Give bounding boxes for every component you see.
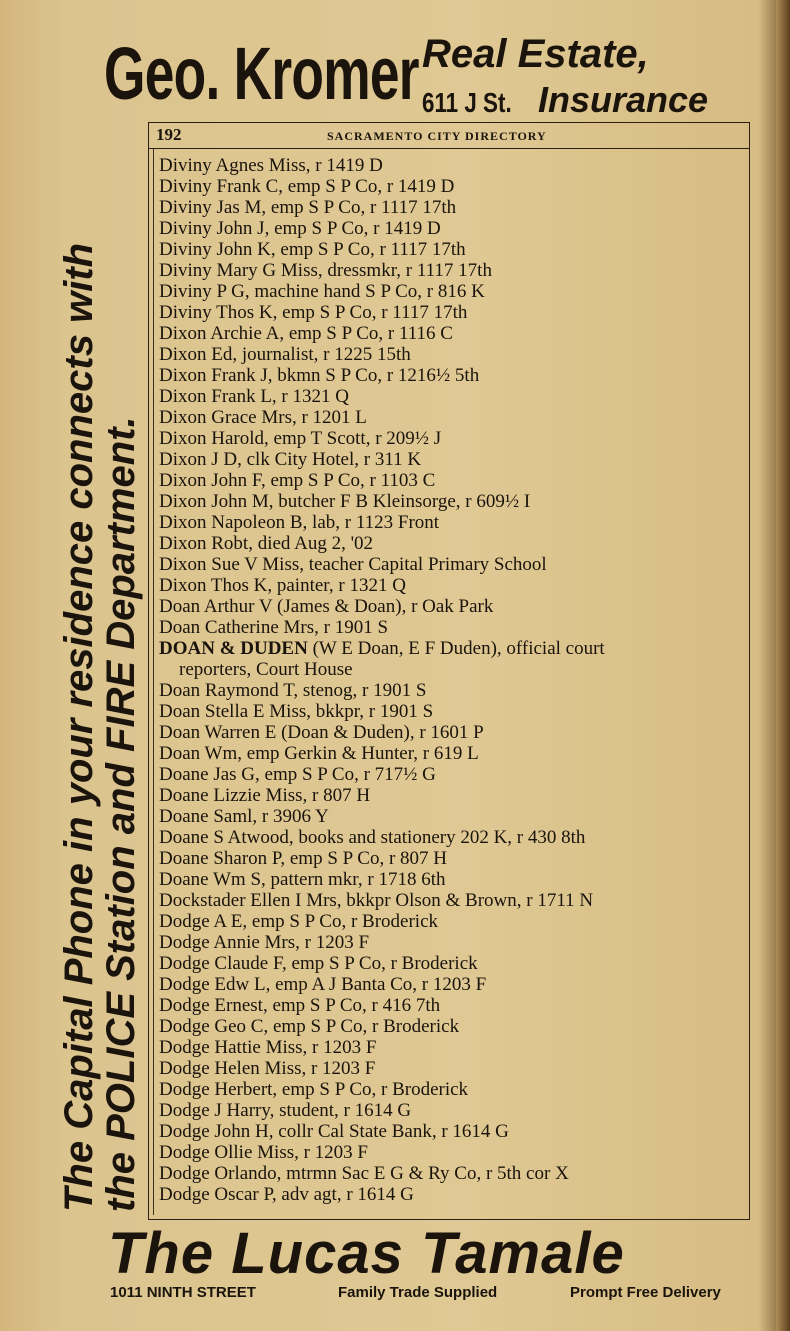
directory-entry: Dixon Frank J, bkmn S P Co, r 1216½ 5th: [159, 365, 480, 386]
directory-entry: Dodge Oscar P, adv agt, r 1614 G: [159, 1184, 414, 1205]
directory-entry: Doan Wm, emp Gerkin & Hunter, r 619 L: [159, 743, 479, 764]
directory-entry: Diviny Mary G Miss, dressmkr, r 1117 17th: [159, 260, 492, 281]
directory-entry: Doan Arthur V (James & Doan), r Oak Park: [159, 596, 494, 617]
bottom-ad-delivery: Prompt Free Delivery: [570, 1284, 721, 1301]
directory-entry: Dixon John F, emp S P Co, r 1103 C: [159, 470, 436, 491]
page-edge-shadow: [776, 0, 790, 1331]
directory-entry: Dodge Geo C, emp S P Co, r Broderick: [159, 1016, 460, 1037]
directory-entry: Dodge Helen Miss, r 1203 F: [159, 1058, 376, 1079]
directory-entry: Dixon J D, clk City Hotel, r 311 K: [159, 449, 422, 470]
running-head: SACRAMENTO CITY DIRECTORY: [327, 129, 547, 143]
directory-entry: Doane S Atwood, books and stationery 202 K, r 430 8th: [159, 827, 586, 848]
directory-listing-box: [148, 122, 750, 1220]
directory-entry: Doane Lizzie Miss, r 807 H: [159, 785, 371, 806]
directory-entry: Dodge Ernest, emp S P Co, r 416 7th: [159, 995, 441, 1016]
directory-entry: Dixon Frank L, r 1321 Q: [159, 386, 349, 407]
ad-tagline-insurance: Insurance: [538, 79, 709, 120]
directory-entry: Dodge Edw L, emp A J Banta Co, r 1203 F: [159, 974, 487, 995]
directory-entry: Dodge Claude F, emp S P Co, r Broderick: [159, 953, 478, 974]
directory-entry: Doan Catherine Mrs, r 1901 S: [159, 617, 389, 638]
directory-entry: Dodge Ollie Miss, r 1203 F: [159, 1142, 368, 1163]
directory-entry: Dixon John M, butcher F B Kleinsorge, r 609½ I: [159, 491, 531, 512]
directory-entry: Dixon Robt, died Aug 2, '02: [159, 533, 374, 554]
directory-entry: Doane Jas G, emp S P Co, r 717½ G: [159, 764, 436, 785]
directory-entry: Dixon Thos K, painter, r 1321 Q: [159, 575, 406, 596]
directory-entry: Dixon Sue V Miss, teacher Capital Primary School: [159, 554, 547, 575]
directory-entries: [159, 155, 751, 1205]
side-advertisement: [58, 122, 148, 1212]
directory-entry: Diviny Jas M, emp S P Co, r 1117 17th: [159, 197, 457, 218]
directory-entry-bold: [159, 638, 751, 659]
directory-entry: Doane Wm S, pattern mkr, r 1718 6th: [159, 869, 446, 890]
directory-entry: Doan Stella E Miss, bkkpr, r 1901 S: [159, 701, 434, 722]
directory-entry: Dodge Orlando, mtrmn Sac E G & Ry Co, r 5th cor X: [159, 1163, 569, 1184]
directory-entry: Dodge Herbert, emp S P Co, r Broderick: [159, 1079, 469, 1100]
directory-entry: Diviny John J, emp S P Co, r 1419 D: [159, 218, 441, 239]
directory-entry: Doan Raymond T, stenog, r 1901 S: [159, 680, 427, 701]
directory-entry: Diviny John K, emp S P Co, r 1117 17th: [159, 239, 466, 260]
page-header: [149, 123, 749, 149]
directory-entry-continuation: reporters, Court House: [179, 659, 353, 680]
directory-entry: Doane Saml, r 3906 Y: [159, 806, 329, 827]
directory-entry: Dixon Grace Mrs, r 1201 L: [159, 407, 367, 428]
ad-address: 611 J St.: [422, 87, 512, 118]
directory-entry: Dodge Hattie Miss, r 1203 F: [159, 1037, 377, 1058]
directory-entry: Dodge A E, emp S P Co, r Broderick: [159, 911, 438, 932]
directory-entry: Dixon Ed, journalist, r 1225 15th: [159, 344, 411, 365]
directory-entry: Dodge Annie Mrs, r 1203 F: [159, 932, 370, 953]
directory-entry: Dodge John H, collr Cal State Bank, r 1614 G: [159, 1121, 509, 1142]
side-ad-line-2: the POLICE Station and FIRE Department.: [99, 416, 143, 1212]
bottom-ad-address: 1011 NINTH STREET: [110, 1284, 256, 1301]
directory-entry: Dodge J Harry, student, r 1614 G: [159, 1100, 412, 1121]
directory-entry: Doan Warren E (Doan & Duden), r 1601 P: [159, 722, 484, 743]
ad-advertiser-name: Geo. Kromer: [104, 32, 419, 115]
bottom-ad-title: The Lucas Tamale: [108, 1221, 625, 1286]
ad-tagline-real-estate: Real Estate,: [422, 32, 649, 76]
top-advertisement: [104, 28, 754, 120]
directory-entry: Diviny Thos K, emp S P Co, r 1117 17th: [159, 302, 468, 323]
directory-entry: Diviny Agnes Miss, r 1419 D: [159, 155, 383, 176]
directory-entry: Diviny Frank C, emp S P Co, r 1419 D: [159, 176, 455, 197]
firm-details: (W E Doan, E F Duden), official court: [307, 638, 605, 659]
directory-entry: Dixon Napoleon B, lab, r 1123 Front: [159, 512, 440, 533]
side-ad-line-1: The Capital Phone in your residence connects with: [57, 242, 101, 1212]
page-number: 192: [156, 125, 182, 144]
directory-entry: Dixon Archie A, emp S P Co, r 1116 C: [159, 323, 453, 344]
column-rule: [153, 149, 154, 1215]
directory-entry: Doane Sharon P, emp S P Co, r 807 H: [159, 848, 447, 869]
bottom-ad-family-trade: Family Trade Supplied: [338, 1284, 498, 1301]
directory-entry: Dixon Harold, emp T Scott, r 209½ J: [159, 428, 442, 449]
directory-entry: Dockstader Ellen I Mrs, bkkpr Olson & Brown, r 1711 N: [159, 890, 594, 911]
directory-entry: Diviny P G, machine hand S P Co, r 816 K: [159, 281, 485, 302]
firm-name: DOAN & DUDEN: [159, 638, 308, 659]
